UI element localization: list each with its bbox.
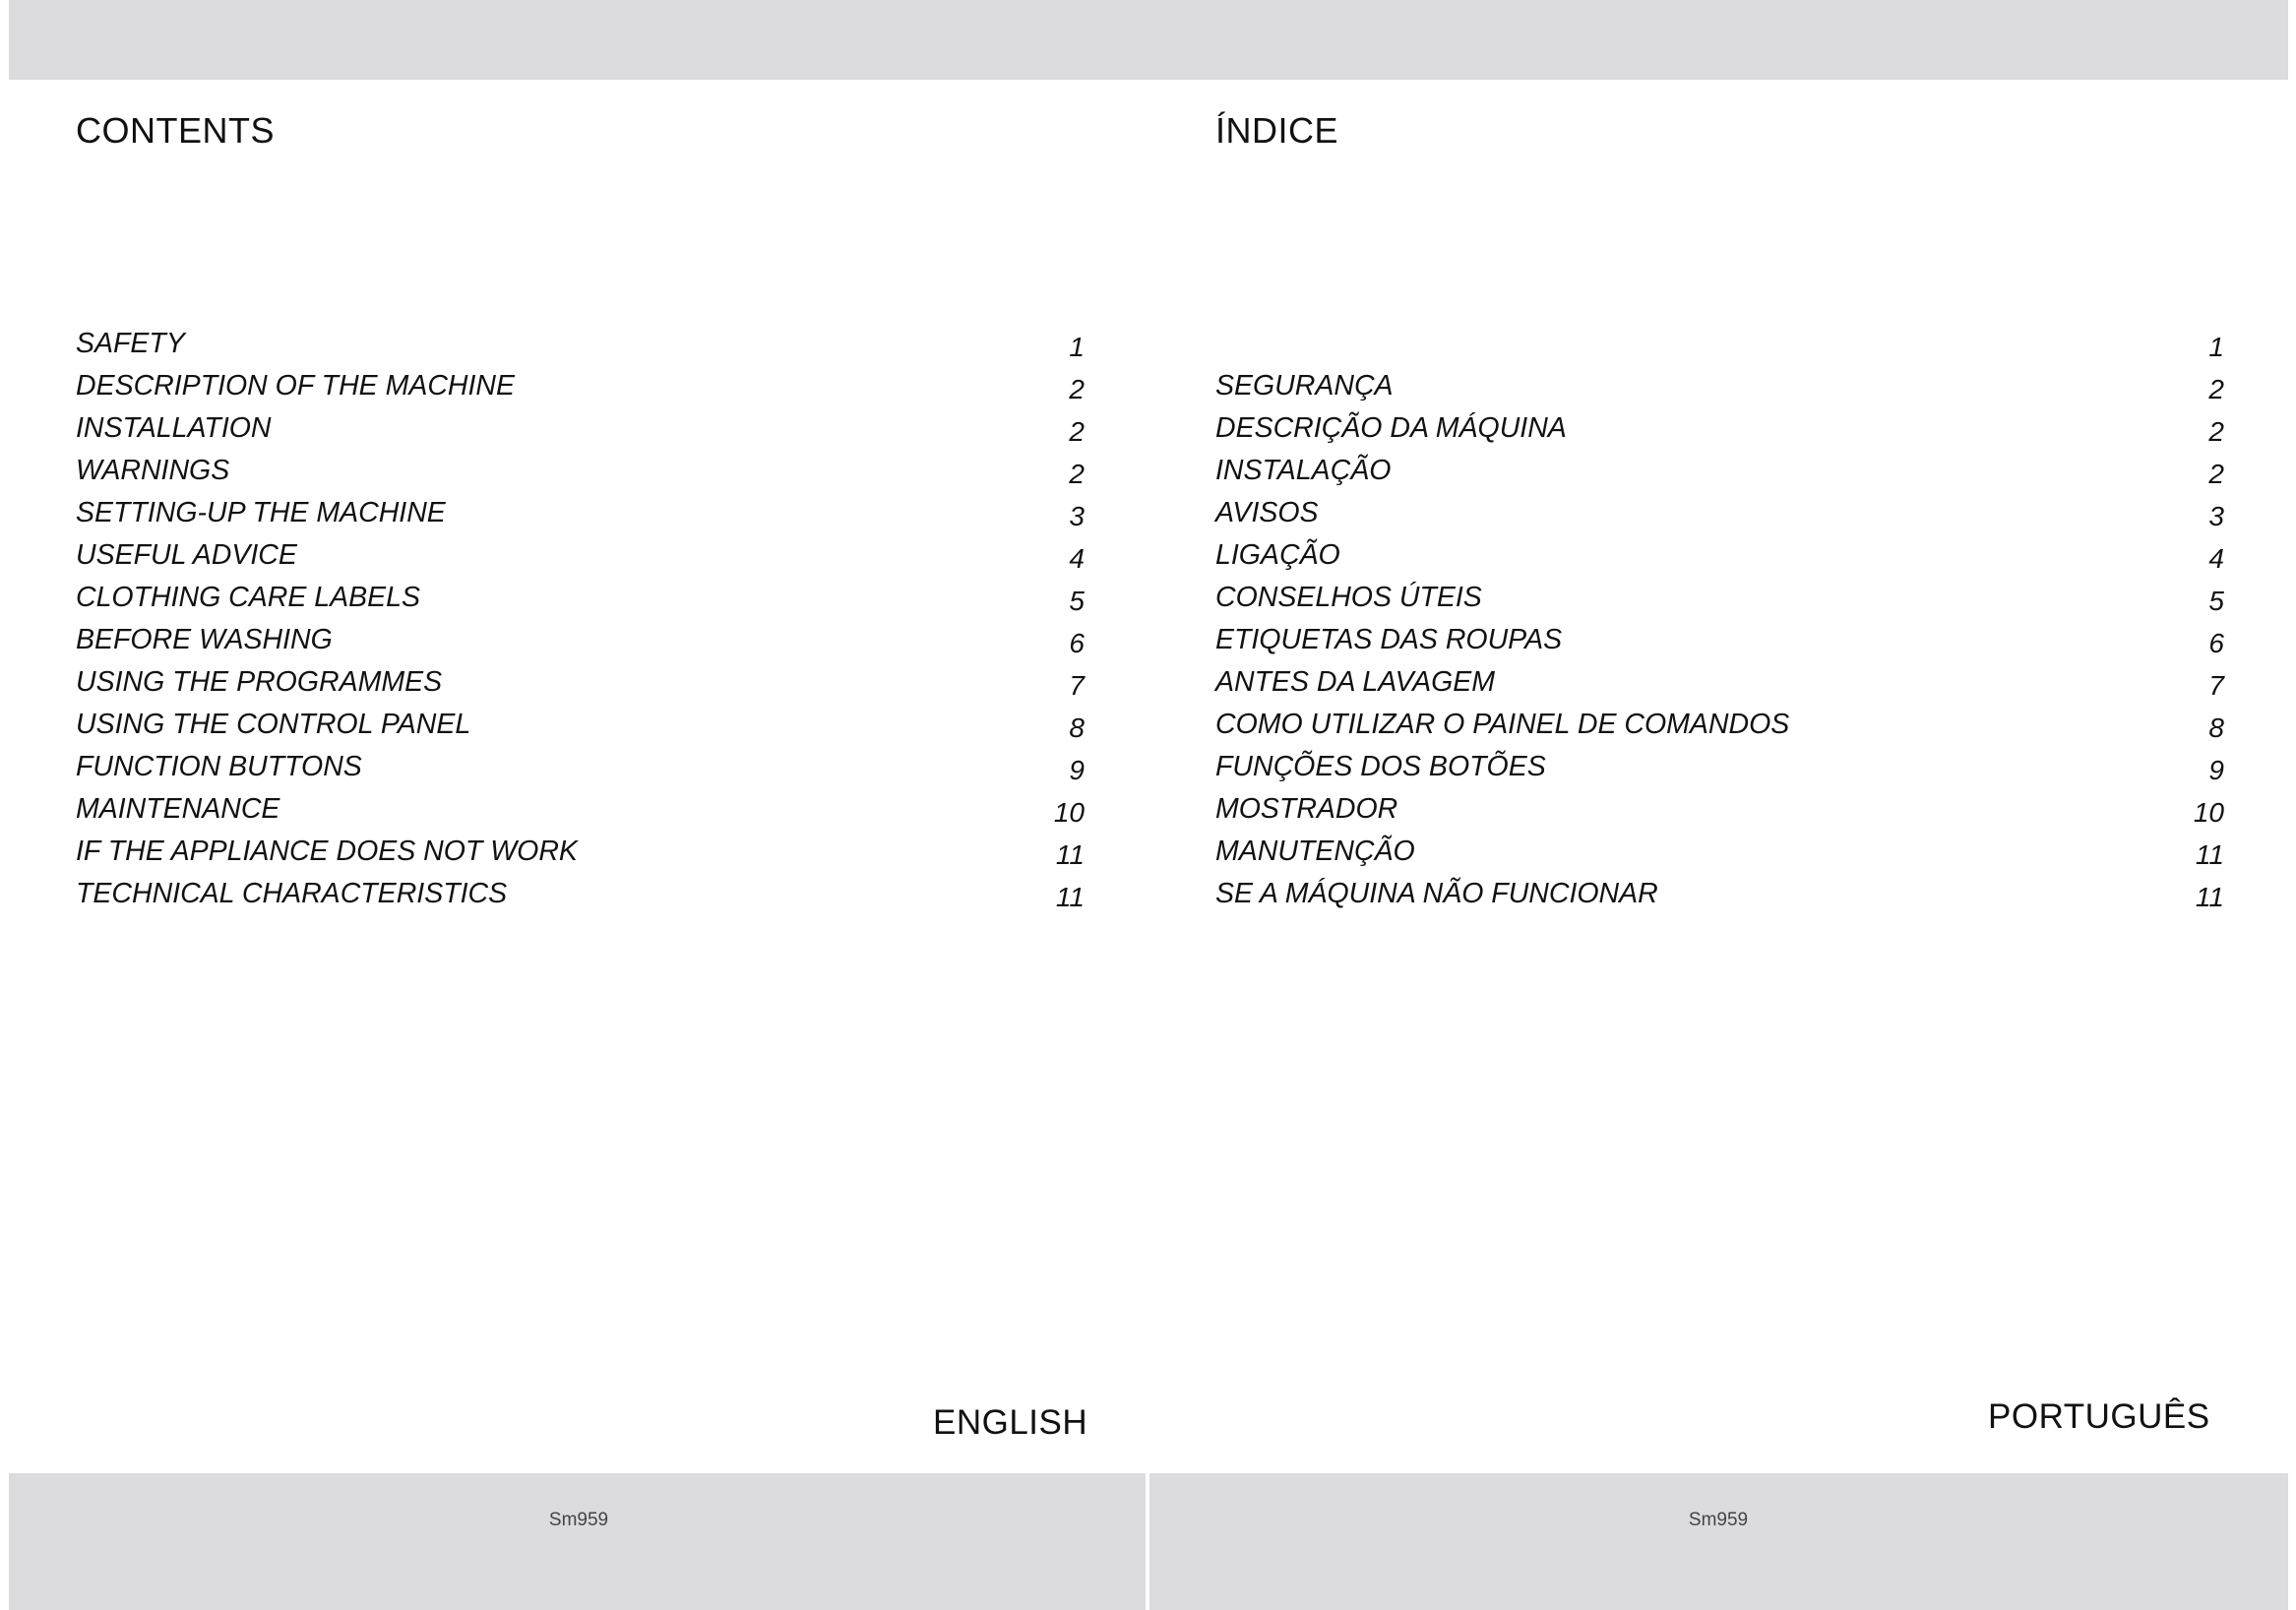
toc-label: USING THE PROGRAMMES xyxy=(76,666,443,698)
toc-page: 11 xyxy=(2195,839,2224,870)
toc-label: IF THE APPLIANCE DOES NOT WORK xyxy=(76,836,578,867)
language-label-portugues: PORTUGUÊS xyxy=(1988,1397,2210,1436)
toc-row[interactable] xyxy=(76,666,1085,709)
toc-row[interactable] xyxy=(76,455,1085,497)
toc-row[interactable] xyxy=(1215,539,2224,582)
toc-label: CLOTHING CARE LABELS xyxy=(76,582,421,613)
toc-page: 10 xyxy=(2193,797,2224,828)
toc-page: 5 xyxy=(2208,586,2224,616)
toc-page: 11 xyxy=(2195,882,2224,912)
toc-row[interactable] xyxy=(76,793,1085,836)
toc-page: 8 xyxy=(2208,712,2224,743)
toc-label: DESCRIÇÃO DA MÁQUINA xyxy=(1215,412,1567,444)
toc-page: 2 xyxy=(1069,416,1085,447)
toc-page: 11 xyxy=(1055,839,1085,870)
toc-page: 4 xyxy=(2208,543,2224,574)
toc-label: SE A MÁQUINA NÃO FUNCIONAR xyxy=(1215,878,1658,909)
toc-label: SETTING-UP THE MACHINE xyxy=(76,497,446,528)
toc-row[interactable] xyxy=(1215,751,2224,793)
toc-page: 9 xyxy=(1069,755,1085,785)
toc-row[interactable] xyxy=(76,878,1085,920)
toc-row[interactable] xyxy=(76,412,1085,455)
toc-row[interactable] xyxy=(76,624,1085,666)
toc-label: ANTES DA LAVAGEM xyxy=(1215,666,1496,698)
toc-page: 8 xyxy=(1069,712,1085,743)
toc-label: USEFUL ADVICE xyxy=(76,539,297,571)
toc-page: 6 xyxy=(2208,628,2224,658)
toc-row[interactable] xyxy=(1215,370,2224,412)
toc-row[interactable] xyxy=(76,836,1085,878)
toc-label: USING THE CONTROL PANEL xyxy=(76,709,471,740)
toc-row[interactable] xyxy=(1215,328,2224,370)
top-band xyxy=(9,0,2288,80)
toc-page: 1 xyxy=(2208,332,2224,362)
toc-row[interactable] xyxy=(1215,709,2224,751)
toc-row[interactable] xyxy=(76,582,1085,624)
footer-band-left xyxy=(9,1473,1146,1610)
toc-label: SEGURANÇA xyxy=(1215,370,1394,402)
toc-row[interactable] xyxy=(76,328,1085,370)
toc-page: 2 xyxy=(1069,374,1085,404)
toc-row[interactable] xyxy=(1215,666,2224,709)
contents-heading: CONTENTS xyxy=(76,110,275,151)
toc-label: FUNCTION BUTTONS xyxy=(76,751,362,782)
toc-row[interactable] xyxy=(1215,624,2224,666)
toc-label: COMO UTILIZAR O PAINEL DE COMANDOS xyxy=(1215,709,1790,740)
indice-heading: ÍNDICE xyxy=(1215,110,1339,151)
toc-page: 3 xyxy=(1069,501,1085,531)
toc-page: 3 xyxy=(2208,501,2224,531)
toc-label: AVISOS xyxy=(1215,497,1319,528)
toc-row[interactable] xyxy=(76,709,1085,751)
toc-label: SAFETY xyxy=(76,328,185,359)
toc-row[interactable] xyxy=(76,370,1085,412)
toc-page: 11 xyxy=(1055,882,1085,912)
toc-label: TECHNICAL CHARACTERISTICS xyxy=(76,878,508,909)
toc-row[interactable] xyxy=(76,751,1085,793)
portuguese-toc xyxy=(1215,328,2224,920)
toc-page: 2 xyxy=(1069,459,1085,489)
toc-label: INSTALLATION xyxy=(76,412,272,444)
toc-page: 1 xyxy=(1069,332,1085,362)
toc-row[interactable] xyxy=(1215,497,2224,539)
toc-label: ETIQUETAS DAS ROUPAS xyxy=(1215,624,1563,655)
toc-page: 10 xyxy=(1053,797,1085,828)
toc-label: FUNÇÕES DOS BOTÕES xyxy=(1215,751,1546,782)
toc-label: MOSTRADOR xyxy=(1215,793,1398,825)
english-toc xyxy=(76,328,1085,920)
toc-row[interactable] xyxy=(1215,582,2224,624)
toc-label: LIGAÇÃO xyxy=(1215,539,1340,571)
toc-page: 4 xyxy=(1069,543,1085,574)
toc-row[interactable] xyxy=(1215,455,2224,497)
toc-label: INSTALAÇÃO xyxy=(1215,455,1392,486)
toc-label: BEFORE WASHING xyxy=(76,624,333,655)
toc-row[interactable] xyxy=(1215,878,2224,920)
toc-page: 7 xyxy=(2208,670,2224,701)
language-label-english: ENGLISH xyxy=(933,1403,1088,1442)
toc-row[interactable] xyxy=(76,497,1085,539)
toc-label: MANUTENÇÃO xyxy=(1215,836,1415,867)
toc-row[interactable] xyxy=(76,539,1085,582)
toc-page: 5 xyxy=(1069,586,1085,616)
toc-page: 7 xyxy=(1069,670,1085,701)
toc-page: 2 xyxy=(2208,374,2224,404)
toc-row[interactable] xyxy=(1215,793,2224,836)
toc-row[interactable] xyxy=(1215,412,2224,455)
model-code-left: Sm959 xyxy=(548,1510,609,1530)
toc-row[interactable] xyxy=(1215,836,2224,878)
toc-label: WARNINGS xyxy=(76,455,230,486)
toc-label: DESCRIPTION OF THE MACHINE xyxy=(76,370,516,402)
model-code-right: Sm959 xyxy=(1688,1510,1749,1530)
toc-page: 2 xyxy=(2208,459,2224,489)
footer-band-right xyxy=(1149,1473,2288,1610)
toc-page: 2 xyxy=(2208,416,2224,447)
toc-label: CONSELHOS ÚTEIS xyxy=(1215,582,1482,613)
toc-page: 6 xyxy=(1069,628,1085,658)
toc-label: MAINTENANCE xyxy=(76,793,280,825)
toc-page: 9 xyxy=(2208,755,2224,785)
